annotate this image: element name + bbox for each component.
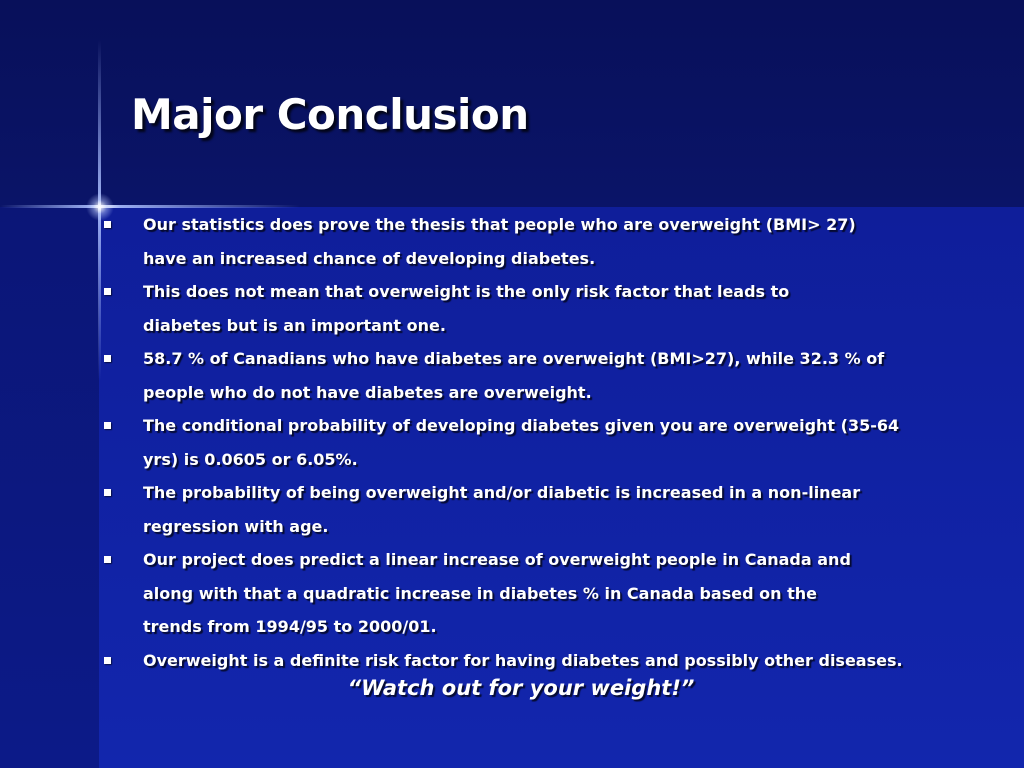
slide-title: Major Conclusion <box>131 90 529 139</box>
bullet-text-line: The probability of being overweight and/or diabetic is increased in a non-linear <box>143 483 861 502</box>
bullet-text-line: This does not mean that overweight is the only risk factor that leads to <box>143 282 790 301</box>
bullet-text-line: along with that a quadratic increase in diabetes % in Canada based on the <box>143 583 817 603</box>
bullet-text-line: 58.7 % of Canadians who have diabetes are overweight (BMI>27), while 32.3 % of <box>143 349 885 368</box>
bullet-text-line: Our project does predict a linear increase of overweight people in Canada and <box>143 550 851 569</box>
bullet-square-icon <box>104 556 111 563</box>
bullet-square-icon <box>104 489 111 496</box>
bullet-text-line: Our statistics does prove the thesis that people who are overweight (BMI> 27) <box>143 215 856 234</box>
bullet-square-icon <box>104 288 111 295</box>
bullet-item <box>104 644 1004 678</box>
bullet-item <box>104 342 1004 409</box>
bullet-text-line: yrs) is 0.0605 or 6.05%. <box>143 449 358 469</box>
bullet-text-line: people who do not have diabetes are overweight. <box>143 382 592 402</box>
bullet-square-icon <box>104 221 111 228</box>
bullet-square-icon <box>104 355 111 362</box>
bullet-text-line: have an increased chance of developing diabetes. <box>143 248 596 268</box>
bullet-item <box>104 409 1004 476</box>
bullet-list <box>104 208 1004 677</box>
bullet-item <box>104 208 1004 275</box>
bullet-text-line: trends from 1994/95 to 2000/01. <box>143 617 437 636</box>
bullet-text-line: diabetes but is an important one. <box>143 315 446 335</box>
closing-quote: “Watch out for your weight!” <box>347 676 695 700</box>
bullet-item <box>104 275 1004 342</box>
bullet-item <box>104 476 1004 543</box>
bullet-square-icon <box>104 422 111 429</box>
bullet-item <box>104 543 1004 644</box>
bullet-text-line: Overweight is a definite risk factor for having diabetes and possibly other diseases. <box>143 650 903 670</box>
bullet-text-line: The conditional probability of developing diabetes given you are overweight (35-64 <box>143 416 900 435</box>
bullet-text-line: regression with age. <box>143 516 329 536</box>
bullet-square-icon <box>104 657 111 664</box>
